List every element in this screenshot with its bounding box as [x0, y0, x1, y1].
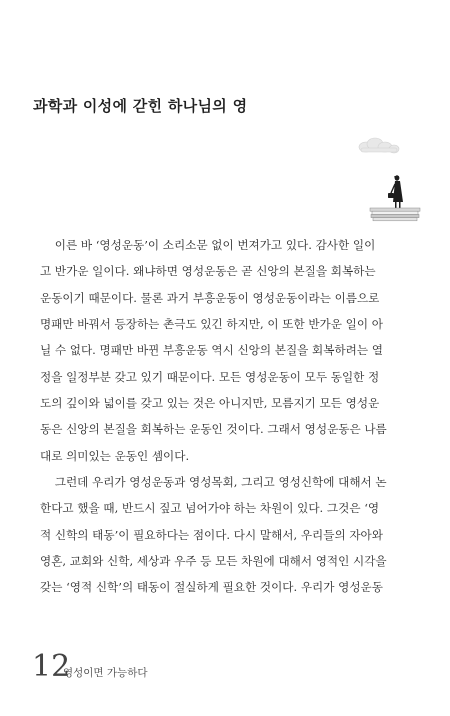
- body-line: 명패만 바꿔서 등장하는 촌극도 있긴 하지만, 이 또한 반가운 일이 아: [40, 317, 383, 332]
- section-title: 과학과 이성에 갇힌 하나님의 영: [33, 97, 248, 115]
- body-line: 영혼, 교회와 신학, 세상과 우주 등 모든 차원에 대해서 영적인 시각을: [40, 554, 387, 569]
- book-stack: [370, 208, 420, 221]
- body-line: 운동이기 때문이다. 물론 과거 부흥운동이 영성운동이라는 이름으로: [40, 290, 380, 305]
- body-line: 적 신학의 태동’이 필요하다는 점이다. 다시 말해서, 우리들의 자아와: [40, 527, 383, 542]
- body-line: 이른 바 ‘영성운동’이 소리소문 없이 번져가고 있다. 감사한 일이: [40, 238, 376, 252]
- cloud-shape: [359, 138, 399, 153]
- person-on-books-illustration: [352, 136, 432, 226]
- body-line: 정을 일정부분 갖고 있기 때문이다. 모든 영성운동이 모두 동일한 정: [40, 369, 380, 384]
- page-number: 12: [32, 649, 71, 684]
- body-line: 동은 신앙의 본질을 회복하는 운동인 것이다. 그래서 영성운동은 나름: [40, 422, 387, 437]
- body-line: 고 반가운 일이다. 왜냐하면 영성운동은 곧 신앙의 본질을 회복하는: [40, 264, 376, 279]
- person-figure: [388, 175, 403, 208]
- body-line: 대로 의미있는 운동인 셈이다.: [40, 448, 190, 463]
- body-line: 갖는 ‘영적 신학’의 태동이 절실하게 필요한 것이다. 우리가 영성운동: [40, 580, 383, 595]
- body-line: 한다고 했을 때, 반드시 짚고 넘어가야 하는 차원이 있다. 그것은 ‘영: [40, 501, 380, 516]
- body-line: 도의 깊이와 넓이를 갖고 있는 것은 아니지만, 모름지기 모든 영성운: [40, 396, 380, 411]
- body-text: [40, 232, 418, 601]
- body-line: 닐 수 없다. 명패만 바뀐 부흥운동 역시 신앙의 본질을 회복하려는 열: [40, 343, 383, 358]
- body-line: 그런데 우리가 영성운동과 영성목회, 그리고 영성신학에 대해서 논: [40, 475, 387, 490]
- running-footer-title: 영성이면 가능하다: [63, 667, 148, 679]
